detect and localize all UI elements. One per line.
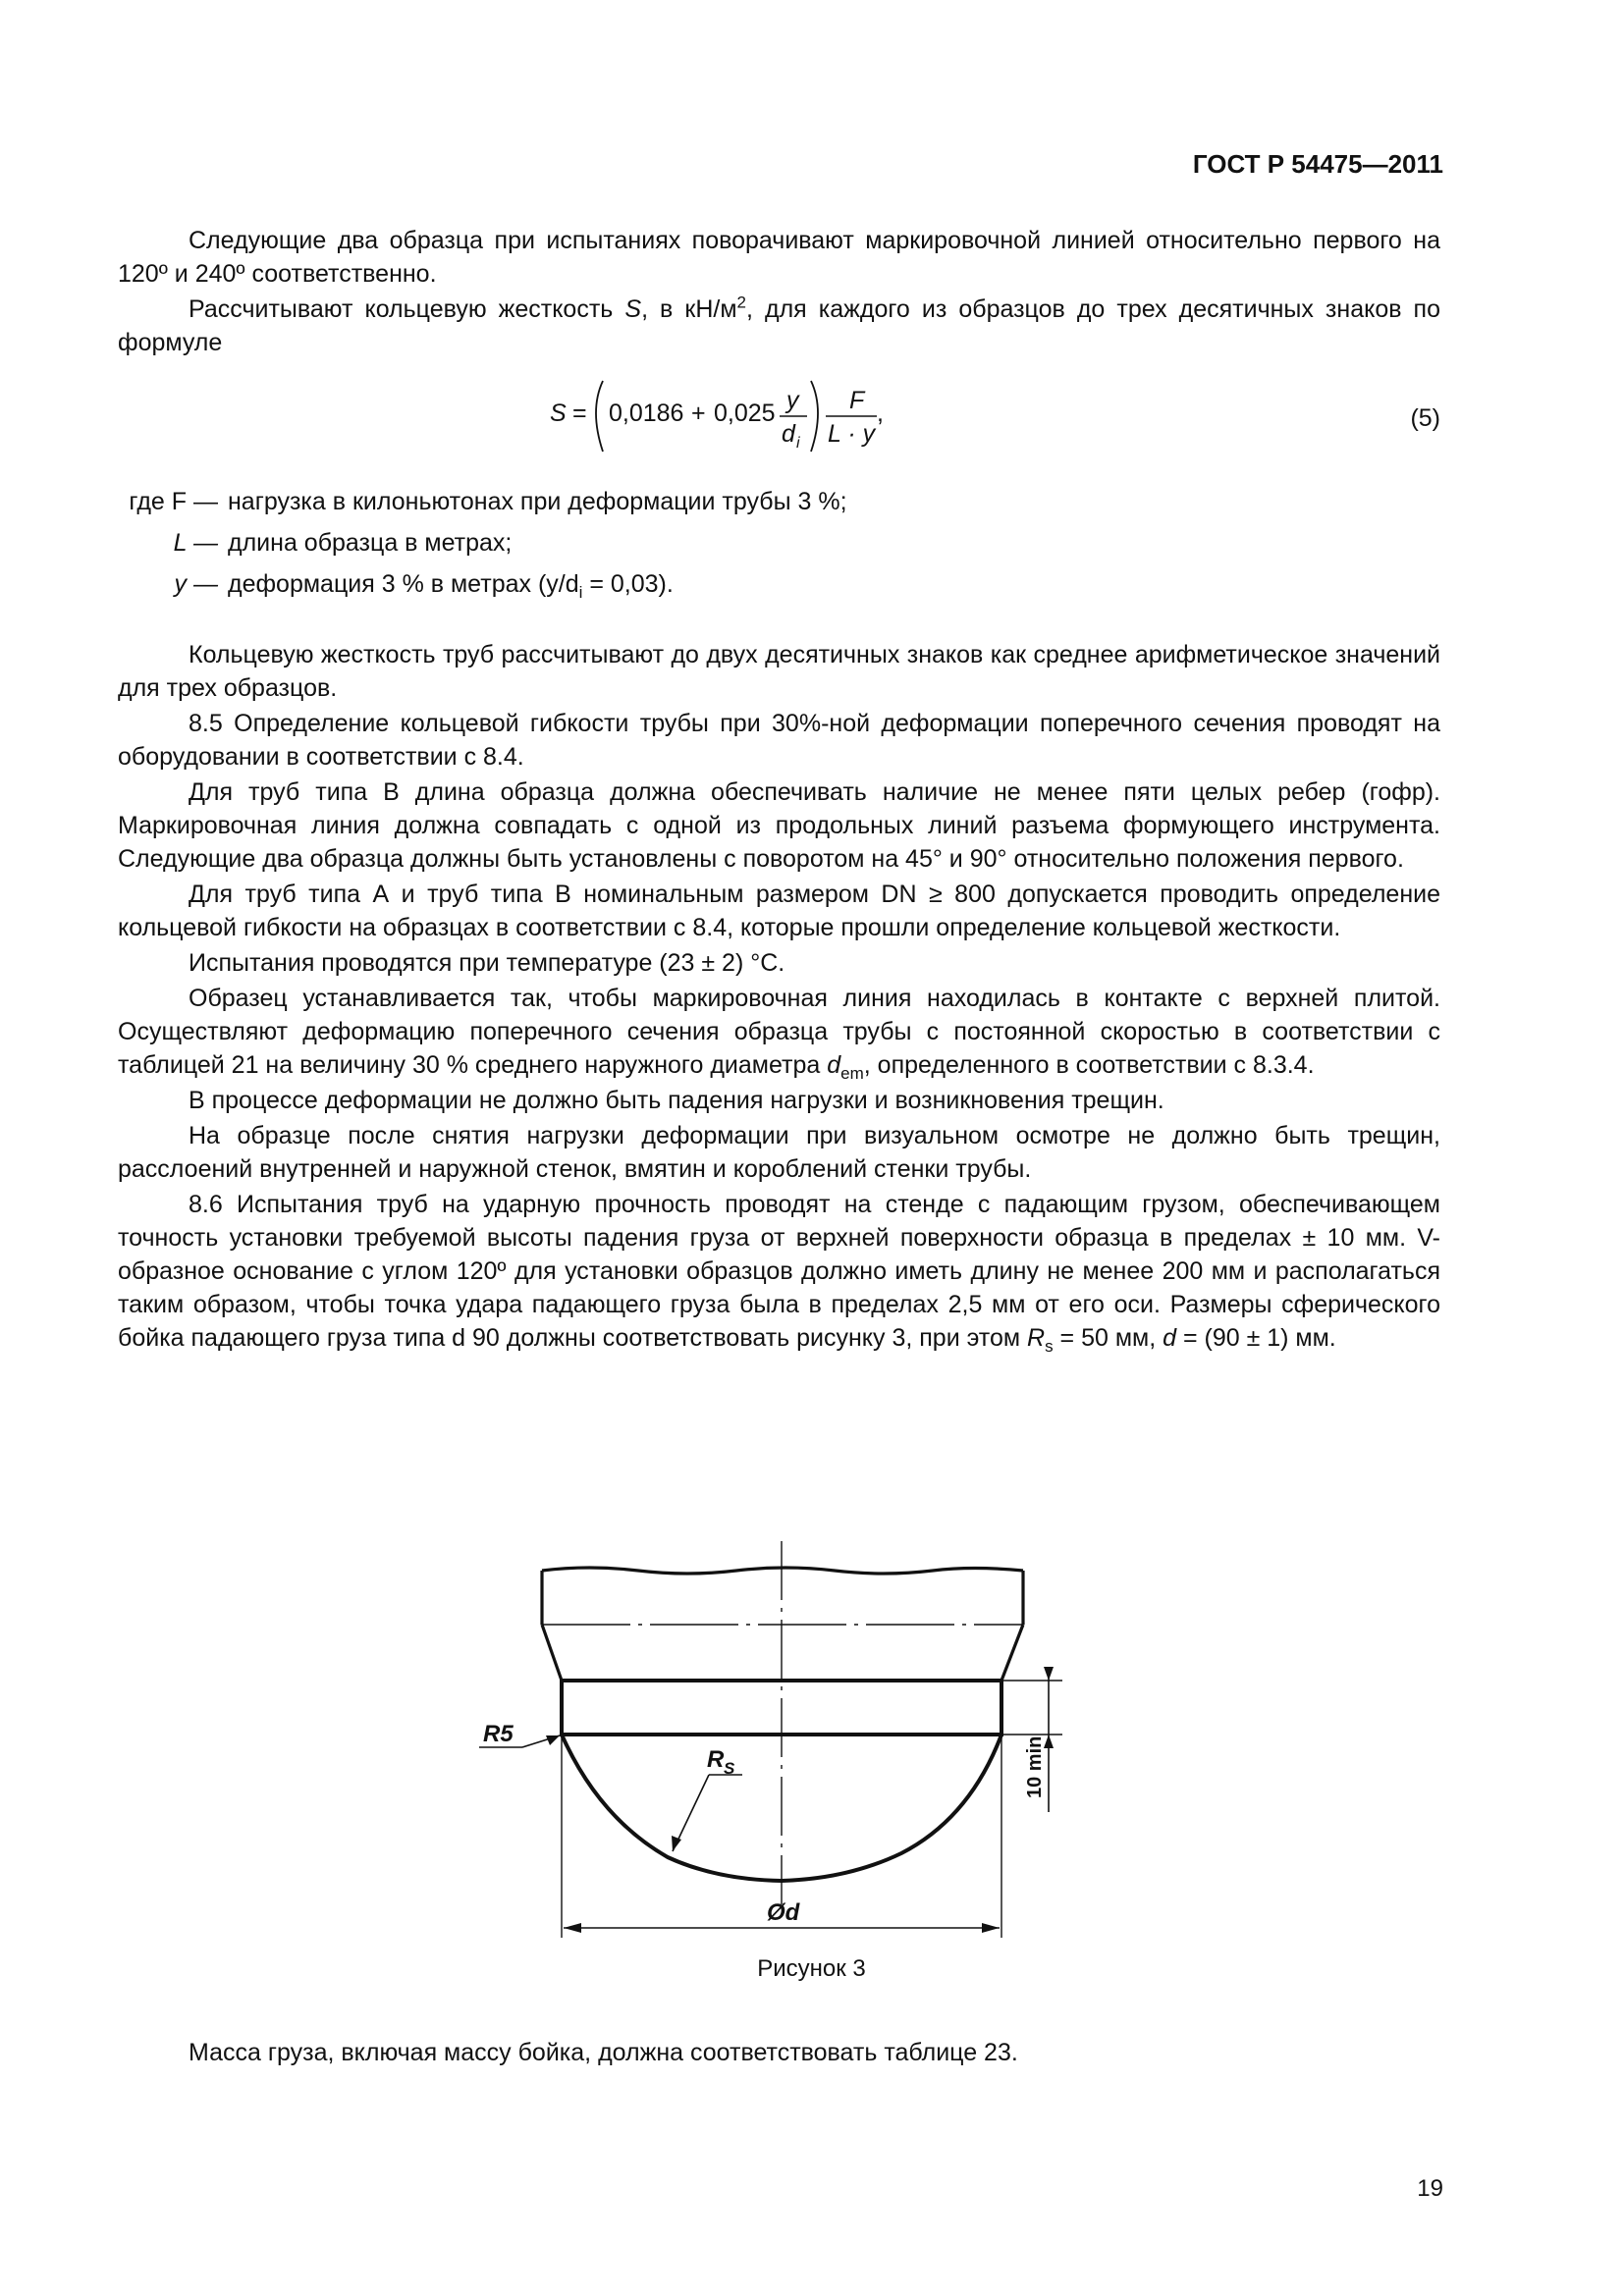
definition-term: L —: [173, 529, 218, 557]
label-rs-sub: S: [724, 1759, 735, 1778]
document-body: [118, 224, 1440, 1357]
formula-graphic: [550, 361, 884, 479]
page-number: 19: [1417, 2175, 1443, 2202]
paragraph: Для труб типа В длина образца должна обеспечивать наличие не менее пяти целых ребер (гофр). Маркировочная линия должна совпадать с одной из продольных линий разъема формующего инструмента. Следующие два образца должны быть установлены с поворотом на 45° и 90° относительно положения первого.: [118, 778, 1440, 873]
definition-text: длина образца в метрах;: [228, 529, 513, 557]
formula-frac2-num: F: [849, 387, 865, 414]
formula-frac1-den-sub: i: [796, 435, 800, 452]
paragraph: Следующие два образца при испытаниях поворачивают маркировочной линией относительно первого на 120º и 240º соответственно.: [118, 227, 1440, 288]
page-header: ГОСТ Р 54475—2011: [1192, 149, 1443, 179]
figure-3-drawing: [461, 1541, 1070, 1953]
label-diameter-d: Ød: [767, 1899, 800, 1926]
label-r5: R5: [483, 1721, 514, 1747]
paragraph-after-figure: Масса груза, включая массу бойка, должна соответствовать таблице 23.: [189, 2039, 1018, 2066]
paragraph: 8.5 Определение кольцевой гибкости трубы при 30%-ной деформации поперечного сечения проводят на оборудовании в соответствии с 8.4.: [118, 710, 1440, 771]
paragraph: Образец устанавливается так, чтобы маркировочная линия находилась в контакте с верхней плитой. Осуществляют деформацию поперечного сечения образца трубы с постоянной скоростью в соответствии с таблицей 21 на величину 30 % среднего наружного диаметра $d_{em}$, определенного в соответствии с 8.3.4.: [118, 985, 1440, 1083]
definition-text: нагрузка в килоньютонах при деформации трубы 3 %;: [228, 488, 847, 515]
formula-frac1-den: d: [782, 420, 795, 448]
formula-plus: +: [691, 400, 706, 427]
definition-text: деформация 3 % в метрах $(y/d_i = 0,03)$.: [228, 570, 674, 602]
paragraph: На образце после снятия нагрузки деформации при визуальном осмотре не должно быть трещин, расслоений внутренней и наружной стенок, вмятин и короблений стенки трубы.: [118, 1122, 1440, 1183]
formula-paren-left: [596, 381, 603, 452]
figure-caption: Рисунок 3: [757, 1955, 866, 1982]
formula-equals: =: [572, 400, 587, 427]
definition-item: [118, 567, 1440, 601]
formula-const-1: 0,0186: [609, 400, 684, 427]
label-10min: 10 min: [1024, 1735, 1046, 1798]
definition-list: [118, 485, 1440, 601]
formula-frac2-den: L · y: [828, 420, 876, 448]
formula-lhs: S: [550, 400, 567, 427]
definition-term: y —: [174, 570, 218, 598]
weight-upper-edge: [542, 1568, 1023, 1574]
formula-frac1-num: y: [786, 387, 799, 414]
definition-term: где F —: [129, 488, 218, 515]
definition-item: [118, 485, 1440, 518]
paragraph: Кольцевую жесткость труб рассчитывают до двух десятичных знаков как среднее арифметическое значений для трех образцов.: [118, 641, 1440, 702]
formula-5: [118, 361, 1440, 479]
paragraph: В процессе деформации не должно быть падения нагрузки и возникновения трещин.: [189, 1087, 1164, 1114]
paragraph-8-6: 8.6 Испытания труб на ударную прочность проводят на стенде с падающим грузом, обеспечивающем точность установки требуемой высоты падения груза от верхней поверхности образца в пределах ± 10 мм. V-образное основание с углом 120º для установки образцов должно иметь длину не менее 200 мм и располагаться таким образом, чтобы точка удара падающего груза была в пределах 2,5 мм от его оси. Размеры сферического бойка падающего груза типа d 90 должны соответствовать рисунку 3, при этом $R_s = 50$ мм, d = (90 ± 1) мм.: [118, 1191, 1440, 1356]
paragraph-stiffness: Рассчитывают кольцевую жесткость S, в $кН/м^2$, для каждого из образцов до трех десятичных знаков по формуле: [118, 293, 1440, 356]
paragraph: Испытания проводятся при температуре (23 ± 2) °С.: [189, 949, 785, 977]
formula-number: (5): [1410, 404, 1440, 432]
formula-const-2: 0,025: [714, 400, 776, 427]
label-rs: R: [707, 1746, 725, 1773]
formula-comma: ,: [877, 400, 884, 427]
paragraph: Для труб типа А и труб типа В номинальным размером DN ≥ 800 допускается проводить определение кольцевой гибкости на образцах в соответствии с 8.4, которые прошли определение кольцевой жесткости.: [118, 881, 1440, 941]
definition-item: [118, 526, 1440, 560]
formula-paren-right: [811, 381, 818, 452]
